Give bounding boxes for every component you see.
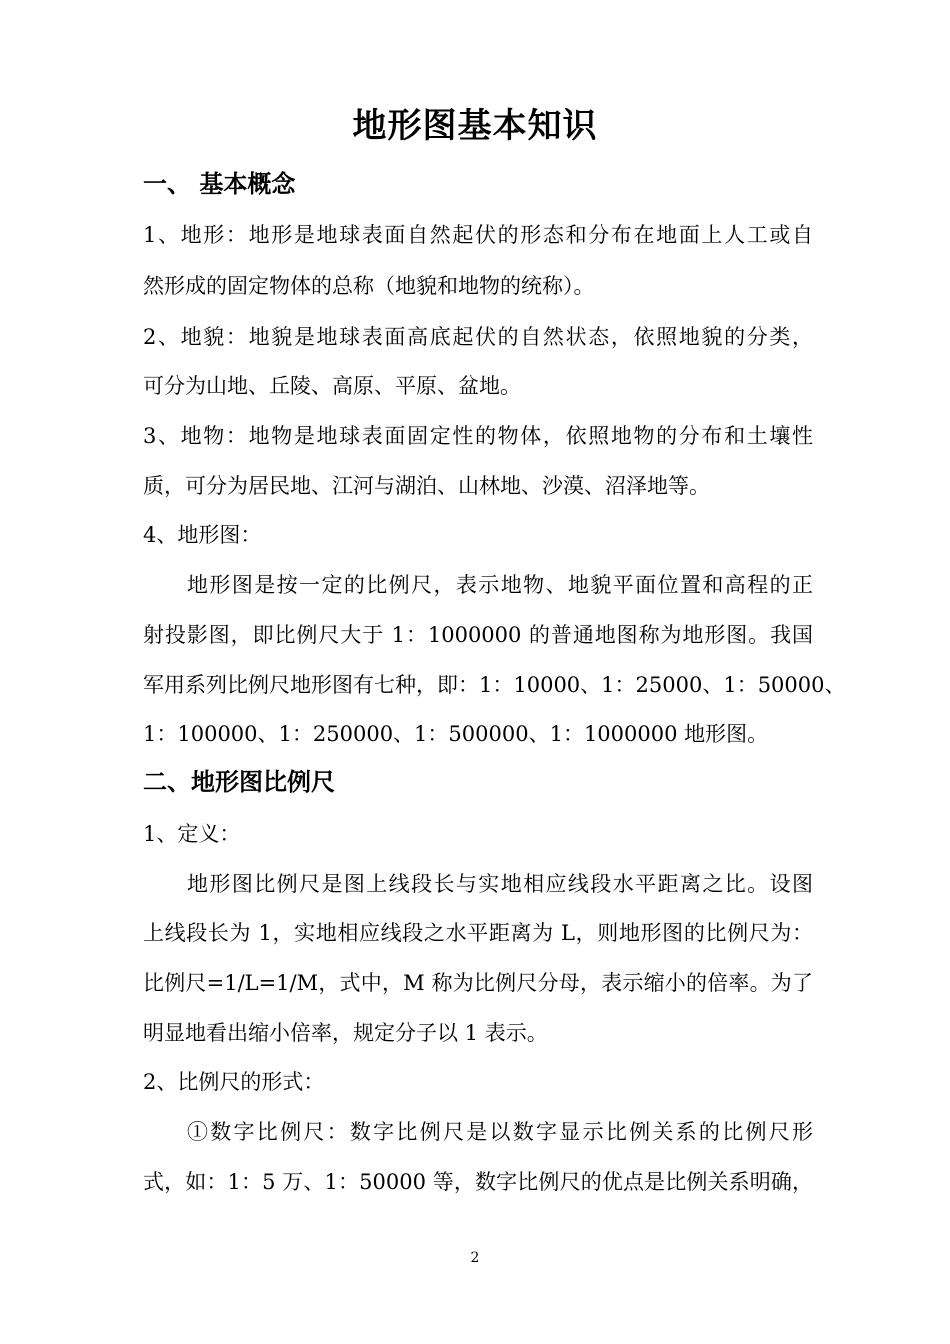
paragraph-line: 地形图比例尺是图上线段长与实地相应线段水平距离之比。设图 <box>187 872 813 896</box>
section-heading-basic-concepts: 一、 基本概念 <box>143 170 296 198</box>
paragraph-line: 1、地形：地形是地球表面自然起伏的形态和分布在地面上人工或自 <box>143 223 813 247</box>
page-number: 2 <box>470 1250 480 1266</box>
paragraph-line: 式，如：1：5 万、1：50000 等，数字比例尺的优点是比例关系明确， <box>143 1170 813 1194</box>
paragraph-line: 然形成的固定物体的总称（地貌和地物的统称）。 <box>143 274 595 298</box>
paragraph-line: 可分为山地、丘陵、高原、平原、盆地。 <box>143 374 521 398</box>
paragraph-line: ①数字比例尺：数字比例尺是以数字显示比例关系的比例尺形 <box>187 1120 813 1144</box>
paragraph-line: 地形图是按一定的比例尺，表示地物、地貌平面位置和高程的正 <box>187 573 813 597</box>
paragraph-line: 1：100000、1：250000、1：500000、1：1000000 地形图。 <box>143 722 769 746</box>
paragraph-line: 明显地看出缩小倍率，规定分子以 1 表示。 <box>143 1021 548 1045</box>
section-heading-scale: 二、地形图比例尺 <box>143 768 335 796</box>
page-title: 地形图基本知识 <box>352 106 598 146</box>
paragraph-line: 射投影图，即比例尺大于 1：1000000 的普通地图称为地形图。我国 <box>143 623 813 647</box>
paragraph-line: 3、地物：地物是地球表面固定性的物体，依照地物的分布和土壤性 <box>143 424 813 448</box>
paragraph-line: 1、定义： <box>143 822 241 846</box>
paragraph-line: 军用系列比例尺地形图有七种，即：1：10000、1：25000、1：50000、 <box>143 673 846 697</box>
paragraph-line: 2、比例尺的形式： <box>143 1070 325 1094</box>
paragraph-line: 质，可分为居民地、江河与湖泊、山林地、沙漠、沼泽地等。 <box>143 474 710 498</box>
paragraph-line: 4、地形图： <box>143 523 262 547</box>
paragraph-line: 比例尺=1/L=1/M，式中，M 称为比例尺分母，表示缩小的倍率。为了 <box>143 971 813 995</box>
paragraph-line: 上线段长为 1，实地相应线段之水平距离为 L，则地形图的比例尺为： <box>143 921 813 945</box>
paragraph-line: 2、地貌：地貌是地球表面高底起伏的自然状态，依照地貌的分类， <box>143 325 813 349</box>
